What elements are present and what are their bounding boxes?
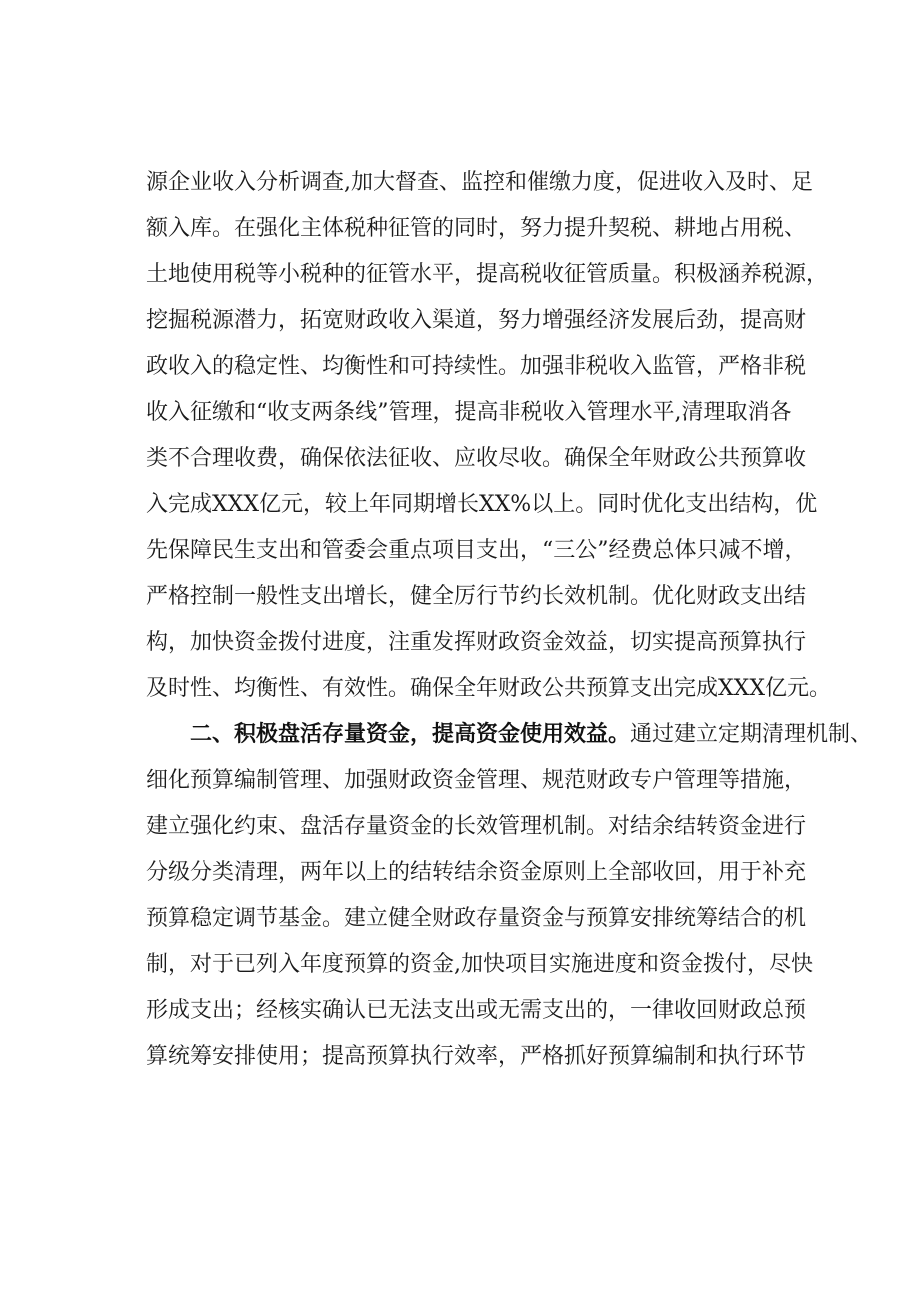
paragraph-1-line: 土地使用税等小税种的征管水平，提高税收征管质量。积极涵养税源， [146,262,829,287]
paragraph-1-line: 先保障民生支出和管委会重点项目支出，“三公”经费总体只减不增， [146,538,807,563]
paragraph-1-line: 类不合理收费，确保依法征收、应收尽收。确保全年财政公共预算收 [146,446,807,471]
paragraph-1-line: 及时性、均衡性、有效性。确保全年财政公共预算支出完成XXX亿元。 [146,676,831,701]
paragraph-2-line: 建立强化约束、盘活存量资金的长效管理机制。对结余结转资金进行 [146,814,807,839]
paragraph-2-first-line [190,715,872,755]
paragraph-1-line: 收入征缴和“收支两条线”管理，提高非税收入管理水平,清理取消各 [146,400,792,425]
paragraph-1-line: 入完成XXX亿元，较上年同期增长XX%以上。同时优化支出结构，优 [146,492,818,517]
section-heading: 二、积极盘活存量资金，提高资金使用效益。 [190,722,631,747]
paragraph-1-line: 政收入的稳定性、均衡性和可持续性。加强非税收入监管，严格非税 [146,354,807,379]
paragraph-1-line: 额入库。在强化主体税种征管的同时，努力提升契税、耕地占用税、 [146,216,807,241]
paragraph-2-line: 分级分类清理，两年以上的结转结余资金原则上全部收回，用于补充 [146,860,807,885]
paragraph-2-line: 算统筹安排使用；提高预算执行效率，严格抓好预算编制和执行环节 [146,1044,807,1069]
paragraph-1-line: 挖掘税源潜力，拓宽财政收入渠道，努力增强经济发展后劲，提高财 [146,308,807,333]
paragraph-2-line: 制，对于已列入年度预算的资金,加快项目实施进度和资金拨付，尽快 [146,952,813,977]
paragraph-1-line: 源企业收入分析调查,加大督查、监控和催缴力度，促进收入及时、足 [146,170,813,195]
paragraph-1-line: 严格控制一般性支出增长，健全厉行节约长效机制。优化财政支出结 [146,584,807,609]
paragraph-2-line: 细化预算编制管理、加强财政资金管理、规范财政专户管理等措施， [146,768,807,793]
paragraph-1-line: 构，加快资金拨付进度，注重发挥财政资金效益，切实提高预算执行 [146,630,807,655]
paragraph-2-line: 形成支出；经核实确认已无法支出或无需支出的，一律收回财政总预 [146,998,807,1023]
paragraph-2-first-line-text: 通过建立定期清理机制、 [630,722,873,747]
paragraph-2-line: 预算稳定调节基金。建立健全财政存量资金与预算安排统筹结合的机 [146,906,807,931]
